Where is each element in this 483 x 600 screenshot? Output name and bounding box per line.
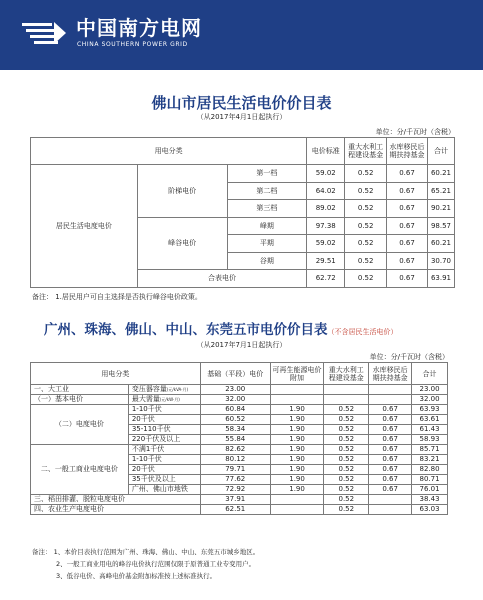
renew-cell	[270, 495, 324, 505]
general-commerce-label: 二、一般工商业电度电价	[31, 445, 129, 495]
total-cell: 63.93	[412, 405, 448, 415]
fund1-cell: 0.52	[345, 182, 387, 200]
renew-cell: 1.90	[270, 435, 324, 445]
csg-logo-icon	[22, 20, 68, 46]
fund2-cell	[369, 395, 412, 405]
table2-title-text: 广州、珠海、佛山、中山、东莞五市电价价目表	[44, 322, 328, 338]
table1-note: 备注： 1.居民用户可自主选择是否执行峰谷电价政策。	[32, 293, 202, 301]
header-cell: 基础（平段）电价	[200, 363, 270, 385]
five-city-price-table	[30, 362, 448, 515]
fund1-cell: 0.52	[324, 505, 369, 515]
base-cell: 77.62	[200, 475, 270, 485]
fund2-cell: 0.67	[369, 415, 412, 425]
fund1-cell	[324, 395, 369, 405]
table2-notes	[32, 546, 259, 582]
total-cell: 63.91	[427, 270, 454, 288]
category-label: 一、大工业	[31, 385, 129, 395]
fund2-cell: 0.67	[369, 425, 412, 435]
note-line: 备注： 1、本价目表执行范围为广州、珠海、佛山、中山、东莞五市城乡地区。	[32, 548, 260, 556]
note-line: 3、低谷电价、高峰电价基金附加标准按上述标准执行。	[56, 572, 217, 580]
table-row	[31, 405, 448, 415]
fund2-cell: 0.67	[369, 465, 412, 475]
tou-label: 峰谷电价	[137, 217, 227, 270]
fund2-cell: 0.67	[369, 405, 412, 415]
agriculture-label: 四、农业生产电度电价	[31, 505, 201, 515]
table-row	[31, 395, 448, 405]
residential-price-table	[30, 137, 455, 288]
price-cell: 64.02	[307, 182, 345, 200]
energy-price-label: （二）电度电价	[31, 405, 129, 445]
price-cell: 59.02	[307, 235, 345, 253]
table-header-row	[31, 363, 448, 385]
table-row	[31, 505, 448, 515]
fund2-cell: 0.67	[387, 200, 428, 218]
total-cell: 83.21	[412, 455, 448, 465]
tier-cell: 第三档	[227, 200, 307, 218]
base-cell: 72.92	[200, 485, 270, 495]
base-cell: 60.52	[200, 415, 270, 425]
price-cell: 62.72	[307, 270, 345, 288]
logo-text-cn: 中国南方电网	[76, 16, 202, 40]
header-cell: 水库移民后期扶持基金	[369, 363, 412, 385]
tier-cell: 峰期	[227, 217, 307, 235]
note-line: 2、一般工商业用电的峰谷电价执行范围仅限于原普通工业专变用户。	[56, 560, 256, 568]
fund1-cell: 0.52	[324, 495, 369, 505]
base-cell: 79.71	[200, 465, 270, 475]
total-cell: 76.01	[412, 485, 448, 495]
fund2-cell: 0.67	[369, 435, 412, 445]
total-cell: 90.21	[427, 200, 454, 218]
fund1-cell: 0.52	[345, 252, 387, 270]
total-cell: 32.00	[412, 395, 448, 405]
fund2-cell: 0.67	[387, 165, 428, 183]
table-row	[31, 165, 455, 183]
header-cell: 合计	[427, 138, 454, 165]
base-cell: 58.34	[200, 425, 270, 435]
level-cell: 35千伏及以上	[128, 475, 200, 485]
base-cell: 62.51	[200, 505, 270, 515]
level-cell	[128, 385, 200, 395]
fund2-cell: 0.67	[369, 485, 412, 495]
table2-subtitle: （从2017年7月1日起执行）	[196, 341, 287, 349]
fund1-cell: 0.52	[345, 165, 387, 183]
total-cell: 23.00	[412, 385, 448, 395]
table2-title-note: （不含居民生活电价）	[327, 328, 398, 336]
ladder-label: 阶梯电价	[137, 165, 227, 218]
logo-text-en: CHINA SOUTHERN POWER GRID	[77, 41, 188, 48]
header-cell: 水库移民后期扶持基金	[387, 138, 428, 165]
renew-cell	[270, 395, 324, 405]
fund1-cell: 0.52	[324, 475, 369, 485]
fund1-cell	[324, 385, 369, 395]
header-cell: 可再生能源电价附加	[270, 363, 324, 385]
tier-cell: 第二档	[227, 182, 307, 200]
composite-label: 合表电价	[137, 270, 306, 288]
price-cell: 97.38	[307, 217, 345, 235]
base-cell: 55.84	[200, 435, 270, 445]
renew-cell: 1.90	[270, 475, 324, 485]
tier-cell: 谷期	[227, 252, 307, 270]
level-cell: 不满1千伏	[128, 445, 200, 455]
fund1-cell: 0.52	[324, 435, 369, 445]
renew-cell	[270, 385, 324, 395]
fund2-cell: 0.67	[387, 252, 428, 270]
demand-label: 最大需量	[131, 395, 160, 403]
fund1-cell: 0.52	[345, 235, 387, 253]
price-cell: 29.51	[307, 252, 345, 270]
total-cell: 98.57	[427, 217, 454, 235]
price-cell: 89.02	[307, 200, 345, 218]
total-cell: 38.43	[412, 495, 448, 505]
basic-price-label: （一）基本电价	[31, 395, 129, 405]
irrigation-label: 三、稻田排灌、脱粒电度电价	[31, 495, 201, 505]
total-cell: 60.21	[427, 165, 454, 183]
fund2-cell	[369, 505, 412, 515]
base-cell: 37.91	[200, 495, 270, 505]
table-row	[31, 495, 448, 505]
total-cell: 65.21	[427, 182, 454, 200]
capacity-unit: (元/kVA·月)	[166, 387, 189, 392]
fund2-cell	[369, 495, 412, 505]
table2-title	[44, 322, 398, 340]
fund1-cell: 0.52	[324, 445, 369, 455]
total-cell: 80.71	[412, 475, 448, 485]
table1-subtitle: （从2017年4月1日起执行）	[196, 113, 287, 121]
total-cell: 85.71	[412, 445, 448, 455]
total-cell: 61.43	[412, 425, 448, 435]
fund2-cell: 0.67	[369, 475, 412, 485]
renew-cell: 1.90	[270, 415, 324, 425]
total-cell: 63.03	[412, 505, 448, 515]
base-cell: 82.62	[200, 445, 270, 455]
fund2-cell: 0.67	[369, 455, 412, 465]
total-cell: 63.61	[412, 415, 448, 425]
total-cell: 30.70	[427, 252, 454, 270]
header-cell: 电价标准	[307, 138, 345, 165]
fund1-cell: 0.52	[345, 270, 387, 288]
table-row	[31, 385, 448, 395]
renew-cell: 1.90	[270, 455, 324, 465]
fund2-cell: 0.67	[387, 182, 428, 200]
fund2-cell: 0.67	[387, 270, 428, 288]
header-cell: 用电分类	[31, 138, 307, 165]
renew-cell: 1.90	[270, 425, 324, 435]
renew-cell	[270, 505, 324, 515]
table2-unit: 单位：分/千瓦时（含税）	[369, 353, 449, 361]
base-cell: 60.84	[200, 405, 270, 415]
base-cell: 80.12	[200, 455, 270, 465]
table-row	[31, 445, 448, 455]
total-cell: 82.80	[412, 465, 448, 475]
fund1-cell: 0.52	[324, 405, 369, 415]
row-group-label: 居民生活电度电价	[31, 165, 138, 288]
fund1-cell: 0.52	[324, 415, 369, 425]
demand-unit: (元/kW·月)	[159, 397, 180, 402]
fund2-cell: 0.67	[387, 235, 428, 253]
fund1-cell: 0.52	[324, 455, 369, 465]
fund1-cell: 0.52	[345, 217, 387, 235]
tier-cell: 平期	[227, 235, 307, 253]
fund2-cell	[369, 385, 412, 395]
level-cell: 35-110千伏	[128, 425, 200, 435]
level-cell: 1-10千伏	[128, 455, 200, 465]
renew-cell: 1.90	[270, 405, 324, 415]
fund2-cell: 0.67	[369, 445, 412, 455]
price-cell: 59.02	[307, 165, 345, 183]
fund1-cell: 0.52	[345, 200, 387, 218]
level-cell	[128, 395, 200, 405]
level-cell: 220千伏及以上	[128, 435, 200, 445]
total-cell: 58.93	[412, 435, 448, 445]
capacity-label: 变压器容量	[131, 385, 167, 393]
header-cell: 合计	[412, 363, 448, 385]
base-cell: 32.00	[200, 395, 270, 405]
header-banner	[0, 0, 483, 70]
base-cell: 23.00	[200, 385, 270, 395]
renew-cell: 1.90	[270, 485, 324, 495]
level-cell: 20千伏	[128, 465, 200, 475]
level-cell: 20千伏	[128, 415, 200, 425]
tier-cell: 第一档	[227, 165, 307, 183]
renew-cell: 1.90	[270, 445, 324, 455]
level-cell: 1-10千伏	[128, 405, 200, 415]
table1-unit: 单位：分/千瓦时（含税）	[375, 128, 455, 136]
table-header-row	[31, 138, 455, 165]
table1-title: 佛山市居民生活电价价目表	[151, 94, 332, 112]
fund2-cell: 0.67	[387, 217, 428, 235]
header-cell: 重大水利工程建设基金	[345, 138, 387, 165]
level-cell: 广州、佛山市地铁	[128, 485, 200, 495]
fund1-cell: 0.52	[324, 465, 369, 475]
fund1-cell: 0.52	[324, 425, 369, 435]
header-cell: 用电分类	[31, 363, 201, 385]
fund1-cell: 0.52	[324, 485, 369, 495]
total-cell: 60.21	[427, 235, 454, 253]
header-cell: 重大水利工程建设基金	[324, 363, 369, 385]
renew-cell: 1.90	[270, 465, 324, 475]
